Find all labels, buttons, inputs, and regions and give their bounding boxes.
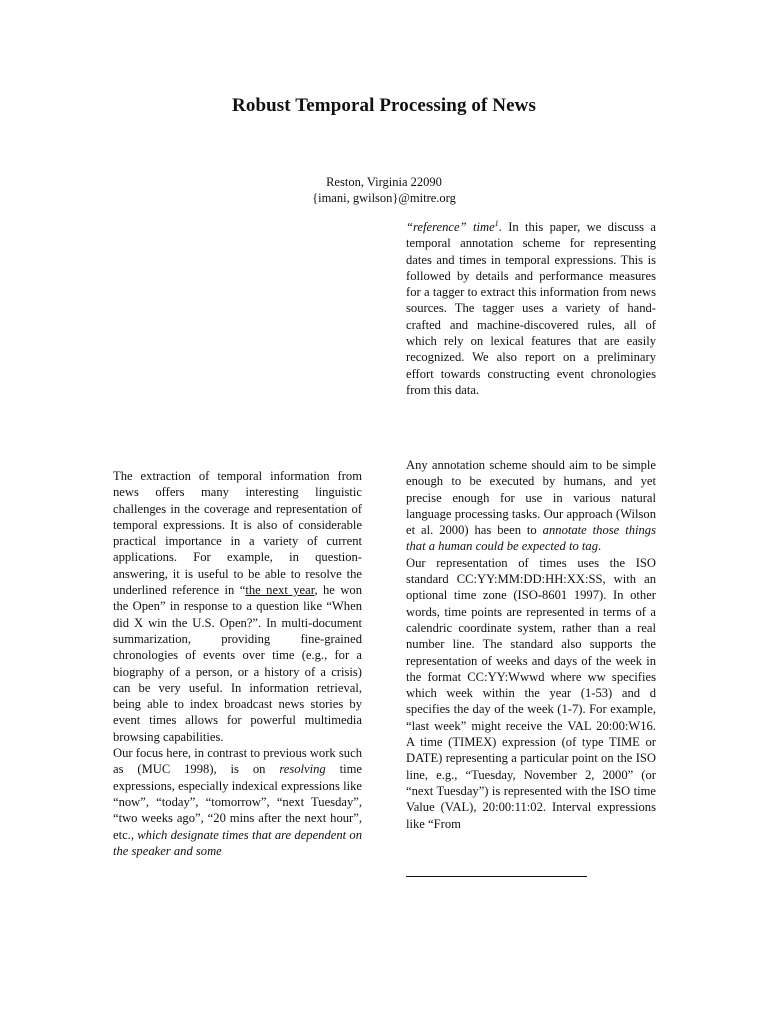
introduction-column [113, 468, 362, 859]
author-block [0, 174, 768, 206]
intro-p2-text-b: time expressions, especially indexical expressions like “now”, “today”, “tomorrow”, “next Tuesday”, “two weeks ago”, “20 mins after the next hour”, etc., [113, 762, 362, 842]
intro-p2-italic-1: resolving [279, 762, 326, 777]
footnote-mark: 1 [494, 218, 499, 228]
abstract-column [406, 219, 656, 398]
intro-p1-text-a: The extraction of temporal information from news offers many interesting linguistic challenges in the coverage and representation of temporal expressions. It is also of considerable practical importance in a variety of current applications. For example, in question-answering, it is useful to be able to resolve the underlined reference in “ [113, 469, 362, 598]
abstract-paragraph [406, 219, 656, 398]
footnote-rule [406, 876, 587, 877]
annotation-p1-text-a: Any annotation scheme should aim to be simple enough to be executed by humans, and yet precise enough for use in various natural language processing tasks. Our approach (Wilson et al. 2000) has been to [406, 458, 656, 538]
abstract-lead-quote: “reference” time [406, 220, 495, 234]
underlined-reference: the next year [245, 583, 315, 598]
author-address: Reston, Virginia 22090 [326, 175, 442, 189]
annotation-p1-text-b: . [598, 539, 602, 554]
intro-p2-italic-2: which designate times that are dependent on the speaker and some [113, 827, 362, 858]
author-email: {imani, gwilson}@mitre.org [312, 191, 456, 205]
annotation-paragraph-2: Our representation of times uses the ISO standard CC:YY:MM:DD:HH:XX:SS, with an optional time zone (ISO-8601 1997). In other words, time points are represented in terms of a calendric coordinate system, rather than a real number line. The standard also supports the representation of weeks and days of the week in the format CC:YY:Wwwd where ww specifies which week within the year (1-53) and d specifies the day of the week (1-7). For example, “last week” might receive the VAL 20:00:W16. A time (TIMEX) expression (of type TIME or DATE) representing a particular point on the ISO line, e.g., “Tuesday, November 2, 2000” (or “next Tuesday”) is represented with the ISO time Value (VAL), 20:00:11:02. Interval expressions like “From [406, 555, 656, 831]
intro-paragraph-1 [113, 468, 362, 745]
annotation-column [406, 457, 656, 832]
annotation-p1-italic: annotate those things that a human could be expected to tag [406, 523, 656, 554]
intro-p1-text-b: , he won the Open” in response to a question like “When did X win the U.S. Open?”. In multi-document summarization, providing fine-grained chronologies of events over time (e.g., for a biography of a person, or a history of a crisis) can be very useful. In information retrieval, being able to index broadcast news stories by event times allows for powerful multimedia browsing capabilities. [113, 583, 363, 744]
abstract-text: . In this paper, we discuss a temporal annotation scheme for representing dates and times in temporal expressions. This is followed by details and performance measures for a tagger to extract this information from news sources. The tagger uses a variety of hand-crafted and machine-discovered rules, all of which rely on lexical features that are easily recognized. We also report on a preliminary effort towards constructing event chronologies from this data. [406, 220, 656, 397]
intro-paragraph-2 [113, 745, 362, 859]
annotation-paragraph-1 [406, 457, 656, 555]
intro-p2-text-a: Our focus here, in contrast to previous work such as (MUC 1998), is on [113, 746, 362, 777]
paper-title: Robust Temporal Processing of News [232, 95, 536, 116]
